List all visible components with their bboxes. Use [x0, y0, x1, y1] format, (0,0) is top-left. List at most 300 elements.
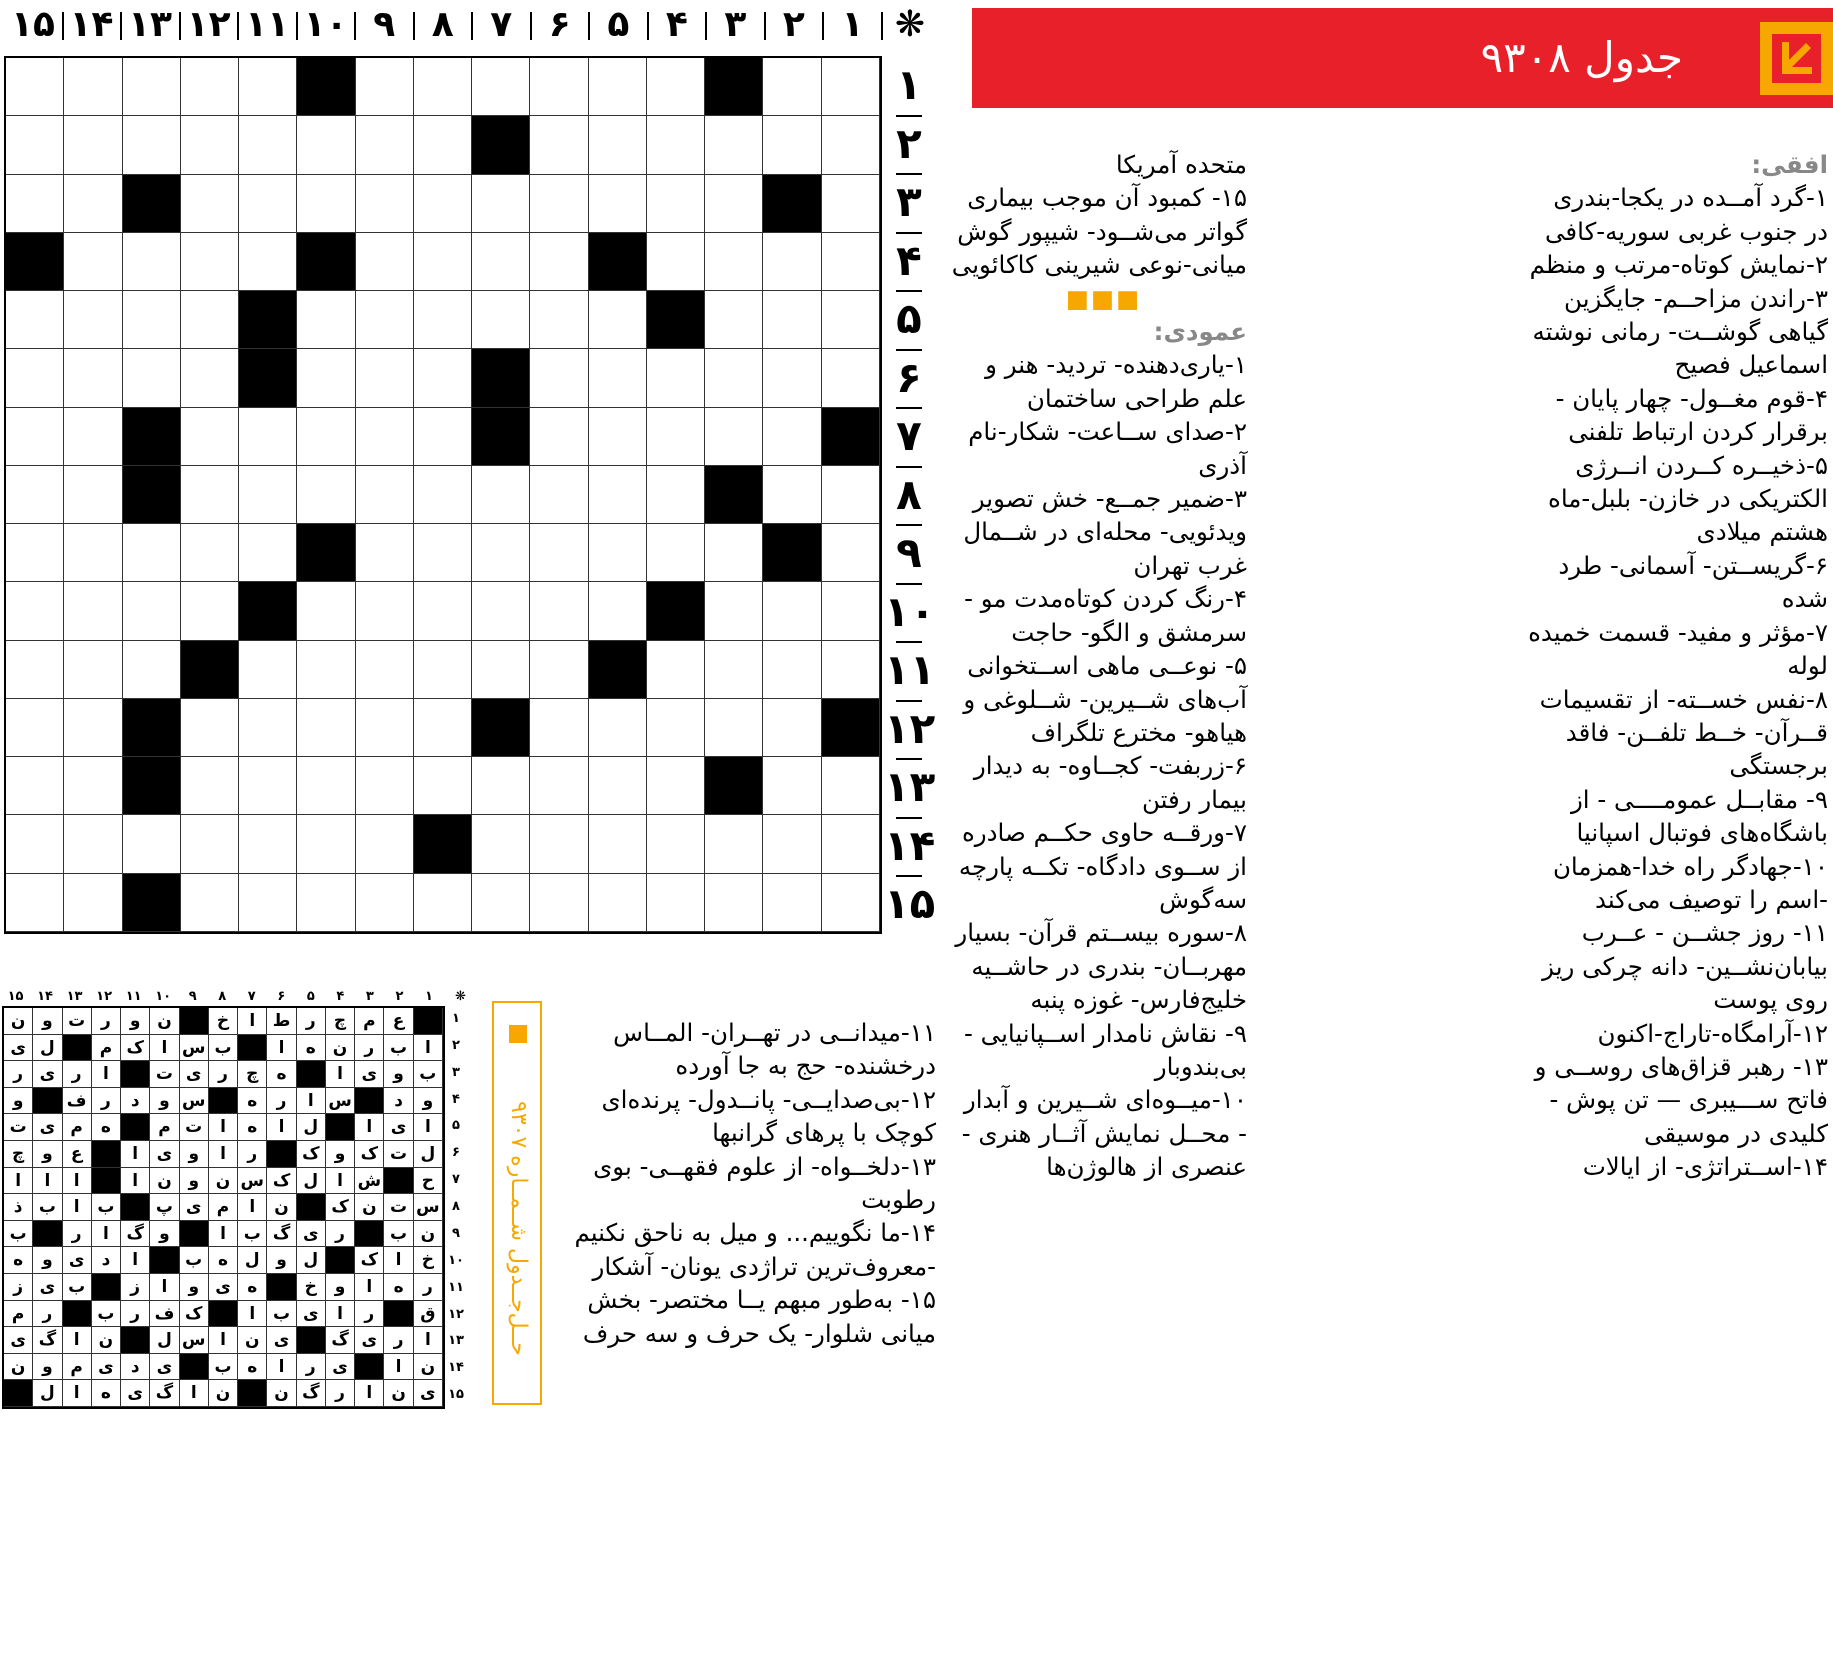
grid-cell[interactable]	[472, 815, 530, 873]
solution-letter-cell: ب	[33, 1194, 62, 1221]
grid-cell[interactable]	[705, 349, 763, 407]
grid-cell[interactable]	[123, 815, 181, 873]
clues-middle-column	[951, 148, 1247, 1184]
grid-cell[interactable]	[589, 757, 647, 815]
clue-line: ۸-سوره بیســتم قرآن- بسیار	[955, 918, 1247, 948]
grid-cell[interactable]	[763, 815, 821, 873]
column-number: ۷	[490, 4, 513, 45]
grid-cell[interactable]	[414, 233, 472, 291]
grid-cell[interactable]	[239, 58, 297, 116]
grid-cell[interactable]	[239, 699, 297, 757]
clue-line: ۸-نفس خســته- از تقسیمات	[1539, 684, 1828, 714]
row-number: ۱۲	[884, 703, 936, 753]
grid-cell[interactable]	[647, 116, 705, 174]
grid-cell[interactable]	[822, 291, 880, 349]
grid-cell[interactable]	[647, 524, 705, 582]
row-separator	[896, 817, 922, 819]
solution-letter-cell: ی	[267, 1327, 296, 1354]
black-cell	[123, 175, 181, 233]
grid-cell[interactable]	[356, 582, 414, 640]
solution-black-cell	[180, 1221, 209, 1248]
grid-cell[interactable]	[181, 175, 239, 233]
grid-cell[interactable]	[123, 116, 181, 174]
clue-line: سه‌گوش	[1159, 884, 1247, 914]
clue-line: ۱۵- کمبود آن موجب بیماری	[967, 183, 1247, 213]
solution-letter-cell: ه	[238, 1354, 267, 1381]
arrow-icon	[509, 1025, 527, 1043]
clue-line: برجستگی	[1729, 751, 1828, 781]
solution-letter-cell: ت	[150, 1061, 179, 1088]
grid-cell[interactable]	[822, 233, 880, 291]
grid-cell[interactable]	[356, 641, 414, 699]
solution-letter-cell: ز	[121, 1274, 150, 1301]
grid-cell[interactable]	[530, 408, 588, 466]
solution-black-cell	[180, 1008, 209, 1035]
clue-line: ۱۳-دلخــواه- از علوم فقهــی- بوی	[593, 1151, 936, 1181]
grid-cell[interactable]	[530, 291, 588, 349]
grid-cell[interactable]	[239, 524, 297, 582]
clue-line: اسماعیل فصیح	[1674, 350, 1828, 380]
grid-cell[interactable]	[297, 582, 355, 640]
solution-letter-cell: ف	[63, 1088, 92, 1115]
solution-letter-cell: ز	[4, 1274, 33, 1301]
clue-line: ۷-مؤثر و مفید- قسمت خمیده	[1528, 617, 1828, 647]
solution-letter-cell: م	[4, 1301, 33, 1328]
solution-letter-cell: ب	[63, 1274, 92, 1301]
grid-cell[interactable]	[297, 874, 355, 932]
solution-letter-cell: ی	[33, 1274, 62, 1301]
grid-cell[interactable]	[6, 58, 64, 116]
clue-line: برقرار کردن ارتباط تلفنی	[1568, 417, 1828, 447]
grid-cell[interactable]	[705, 408, 763, 466]
grid-cell[interactable]	[822, 757, 880, 815]
grid-cell[interactable]	[589, 582, 647, 640]
solution-black-cell	[414, 1008, 443, 1035]
grid-cell[interactable]	[472, 641, 530, 699]
grid-cell[interactable]	[356, 349, 414, 407]
solution-letter-cell: ا	[63, 1380, 92, 1407]
grid-cell[interactable]	[64, 874, 122, 932]
grid-cell[interactable]	[414, 582, 472, 640]
solution-letter-cell: ت	[4, 1114, 33, 1141]
grid-cell[interactable]	[123, 641, 181, 699]
grid-cell[interactable]	[64, 466, 122, 524]
solution-letter-cell: ن	[238, 1327, 267, 1354]
solution-column-number: ۹	[188, 989, 197, 1004]
grid-cell[interactable]	[123, 291, 181, 349]
grid-cell[interactable]	[6, 641, 64, 699]
grid-cell[interactable]	[181, 58, 239, 116]
grid-cell[interactable]	[530, 699, 588, 757]
solution-letter-cell: و	[33, 1354, 62, 1381]
grid-cell[interactable]	[822, 466, 880, 524]
grid-cell[interactable]	[356, 699, 414, 757]
solution-letter-cell: ا	[150, 1035, 179, 1062]
grid-cell[interactable]	[6, 116, 64, 174]
grid-cell[interactable]	[589, 466, 647, 524]
grid-cell[interactable]	[414, 466, 472, 524]
grid-cell[interactable]	[297, 408, 355, 466]
solution-letter-cell: ا	[180, 1380, 209, 1407]
grid-cell[interactable]	[647, 58, 705, 116]
grid-cell[interactable]	[414, 58, 472, 116]
clue-section-heading: افقی:	[1751, 150, 1828, 179]
grid-cell[interactable]	[356, 466, 414, 524]
grid-cell[interactable]	[705, 175, 763, 233]
grid-cell[interactable]	[181, 291, 239, 349]
grid-cell[interactable]	[589, 408, 647, 466]
grid-cell[interactable]	[589, 58, 647, 116]
grid-cell[interactable]	[705, 699, 763, 757]
grid-cell[interactable]	[472, 58, 530, 116]
solution-row-number: ۱	[452, 1011, 460, 1026]
clue-line: ۱۴-ما نگوییم... و میل به ناحق نکنیم	[574, 1218, 936, 1248]
grid-cell[interactable]	[647, 874, 705, 932]
grid-cell[interactable]	[297, 641, 355, 699]
grid-cell[interactable]	[705, 233, 763, 291]
grid-cell[interactable]	[822, 815, 880, 873]
solution-letter-cell: و	[267, 1247, 296, 1274]
grid-cell[interactable]	[64, 233, 122, 291]
solution-letter-cell: ه	[238, 1114, 267, 1141]
grid-cell[interactable]	[181, 466, 239, 524]
grid-cell[interactable]	[530, 641, 588, 699]
grid-cell[interactable]	[763, 233, 821, 291]
grid-cell[interactable]	[472, 291, 530, 349]
grid-cell[interactable]	[297, 815, 355, 873]
grid-cell[interactable]	[472, 757, 530, 815]
grid-cell[interactable]	[763, 699, 821, 757]
solution-letter-cell: ر	[326, 1380, 355, 1407]
grid-cell[interactable]	[181, 116, 239, 174]
grid-cell[interactable]	[414, 524, 472, 582]
solution-letter-cell: گ	[297, 1380, 326, 1407]
solution-black-cell	[238, 1035, 267, 1062]
grid-cell[interactable]	[6, 349, 64, 407]
grid-cell[interactable]	[647, 757, 705, 815]
grid-cell[interactable]	[414, 116, 472, 174]
grid-cell[interactable]	[763, 641, 821, 699]
solution-letter-cell: ا	[209, 1221, 238, 1248]
grid-cell[interactable]	[705, 874, 763, 932]
grid-cell[interactable]	[6, 524, 64, 582]
grid-cell[interactable]	[763, 757, 821, 815]
grid-cell[interactable]	[123, 582, 181, 640]
solution-letter-cell: ا	[209, 1141, 238, 1168]
grid-cell[interactable]	[822, 874, 880, 932]
solution-letter-cell: ل	[297, 1247, 326, 1274]
grid-cell[interactable]	[589, 874, 647, 932]
grid-cell[interactable]	[6, 582, 64, 640]
grid-cell[interactable]	[297, 116, 355, 174]
grid-cell[interactable]	[64, 58, 122, 116]
grid-cell[interactable]	[356, 524, 414, 582]
grid-cell[interactable]	[530, 815, 588, 873]
grid-cell[interactable]	[356, 58, 414, 116]
solution-letter-cell: و	[4, 1088, 33, 1115]
grid-cell[interactable]	[822, 116, 880, 174]
column-number: ۱۴	[69, 4, 114, 45]
grid-cell[interactable]	[705, 815, 763, 873]
grid-cell[interactable]	[64, 757, 122, 815]
grid-cell[interactable]	[297, 466, 355, 524]
grid-cell[interactable]	[64, 815, 122, 873]
grid-cell[interactable]	[414, 349, 472, 407]
grid-cell[interactable]	[705, 116, 763, 174]
grid-cell[interactable]	[181, 582, 239, 640]
clue-section-heading: عمودی:	[1153, 317, 1247, 347]
solution-black-cell	[297, 1194, 326, 1221]
grid-cell[interactable]	[414, 874, 472, 932]
grid-cell[interactable]	[64, 641, 122, 699]
clue-line: از ســوی دادگاه- تکــه پارچه	[958, 851, 1247, 881]
column-number: ❋	[894, 4, 926, 45]
grid-cell[interactable]	[239, 757, 297, 815]
solution-letter-cell: ن	[4, 1354, 33, 1381]
grid-cell[interactable]	[763, 874, 821, 932]
grid-cell[interactable]	[123, 58, 181, 116]
grid-cell[interactable]	[123, 233, 181, 291]
grid-cell[interactable]	[763, 466, 821, 524]
grid-cell[interactable]	[64, 175, 122, 233]
solution-letter-cell: ی	[92, 1354, 121, 1381]
grid-cell[interactable]	[822, 349, 880, 407]
grid-cell[interactable]	[822, 641, 880, 699]
clue-line: در جنوب غربی سوریه-کافی	[1544, 216, 1828, 246]
solution-row-number: ۱۳	[448, 1333, 464, 1349]
grid-cell[interactable]	[64, 349, 122, 407]
grid-cell[interactable]	[530, 524, 588, 582]
grid-cell[interactable]	[530, 233, 588, 291]
grid-cell[interactable]	[589, 291, 647, 349]
grid-cell[interactable]	[647, 349, 705, 407]
solution-letter-cell: ا	[326, 1168, 355, 1195]
solution-letter-cell: ن	[384, 1380, 413, 1407]
grid-cell[interactable]	[6, 757, 64, 815]
solution-column-number: ۷	[247, 989, 256, 1004]
solution-black-cell	[267, 1274, 296, 1301]
grid-cell[interactable]	[530, 175, 588, 233]
solution-column-number: ۱۲	[96, 989, 113, 1004]
grid-cell[interactable]	[530, 349, 588, 407]
grid-cell[interactable]	[822, 175, 880, 233]
grid-cell[interactable]	[6, 815, 64, 873]
grid-cell[interactable]	[356, 408, 414, 466]
grid-cell[interactable]	[297, 757, 355, 815]
solution-letter-cell: ب	[267, 1301, 296, 1328]
row-number: ۱۰	[884, 586, 936, 636]
solution-letter-cell: س	[180, 1035, 209, 1062]
grid-cell[interactable]	[356, 874, 414, 932]
grid-cell[interactable]	[647, 815, 705, 873]
clue-line: -معروف‌ترین تراژدی یونان- آشکار	[592, 1251, 936, 1281]
black-cell	[239, 582, 297, 640]
grid-cell[interactable]	[647, 466, 705, 524]
grid-cell[interactable]	[705, 582, 763, 640]
grid-cell[interactable]	[763, 58, 821, 116]
grid-cell[interactable]	[6, 699, 64, 757]
grid-cell[interactable]	[123, 524, 181, 582]
row-number: ۱	[896, 60, 922, 109]
grid-cell[interactable]	[239, 874, 297, 932]
grid-cell[interactable]	[822, 582, 880, 640]
solution-letter-cell: ل	[33, 1035, 62, 1062]
grid-cell[interactable]	[530, 466, 588, 524]
grid-cell[interactable]	[414, 408, 472, 466]
grid-cell[interactable]	[589, 699, 647, 757]
grid-cell[interactable]	[181, 349, 239, 407]
solution-letter-cell: ا	[355, 1274, 384, 1301]
grid-cell[interactable]	[472, 874, 530, 932]
solution-letter-cell: ر	[297, 1354, 326, 1381]
grid-cell[interactable]	[822, 524, 880, 582]
black-cell	[822, 699, 880, 757]
solution-letter-cell: ا	[414, 1114, 443, 1141]
grid-cell[interactable]	[589, 815, 647, 873]
grid-cell[interactable]	[763, 291, 821, 349]
solution-black-cell	[238, 1380, 267, 1407]
solution-black-cell	[297, 1061, 326, 1088]
grid-cell[interactable]	[530, 874, 588, 932]
grid-cell[interactable]	[589, 175, 647, 233]
grid-cell[interactable]	[356, 175, 414, 233]
solution-black-cell	[33, 1088, 62, 1115]
solution-letter-cell: ن	[150, 1008, 179, 1035]
grid-cell[interactable]	[647, 175, 705, 233]
row-number: ۱۵	[884, 879, 936, 929]
grid-cell[interactable]	[763, 349, 821, 407]
grid-cell[interactable]	[763, 116, 821, 174]
solution-letter-cell: ی	[4, 1327, 33, 1354]
grid-cell[interactable]	[6, 466, 64, 524]
grid-cell[interactable]	[414, 699, 472, 757]
solution-letter-cell: ه	[384, 1274, 413, 1301]
solution-letter-cell: م	[63, 1354, 92, 1381]
grid-cell[interactable]	[64, 408, 122, 466]
grid-cell[interactable]	[647, 408, 705, 466]
grid-cell[interactable]	[239, 641, 297, 699]
grid-cell[interactable]	[181, 524, 239, 582]
grid-cell[interactable]	[705, 524, 763, 582]
grid-cell[interactable]	[589, 116, 647, 174]
grid-cell[interactable]	[64, 116, 122, 174]
grid-cell[interactable]	[763, 408, 821, 466]
grid-cell[interactable]	[6, 291, 64, 349]
solution-letter-cell: و	[33, 1247, 62, 1274]
grid-cell[interactable]	[472, 233, 530, 291]
grid-cell[interactable]	[647, 641, 705, 699]
solution-black-cell	[209, 1088, 238, 1115]
crossword-grid[interactable]	[4, 56, 882, 934]
clue-line: ۱۱- روز جشــن - عــرب	[1581, 918, 1828, 948]
solution-black-cell	[267, 1141, 296, 1168]
grid-cell[interactable]	[647, 233, 705, 291]
grid-cell[interactable]	[589, 349, 647, 407]
solution-letter-cell: ن	[414, 1354, 443, 1381]
grid-cell[interactable]	[763, 582, 821, 640]
grid-cell[interactable]	[297, 175, 355, 233]
grid-cell[interactable]	[414, 291, 472, 349]
grid-cell[interactable]	[64, 699, 122, 757]
solution-letter-cell: خ	[209, 1008, 238, 1035]
grid-cell[interactable]	[414, 175, 472, 233]
grid-cell[interactable]	[414, 757, 472, 815]
grid-cell[interactable]	[64, 582, 122, 640]
grid-cell[interactable]	[530, 757, 588, 815]
black-cell	[6, 233, 64, 291]
grid-cell[interactable]	[356, 291, 414, 349]
solution-letter-cell: م	[209, 1194, 238, 1221]
grid-cell[interactable]	[239, 466, 297, 524]
row-separator	[896, 349, 922, 351]
grid-cell[interactable]	[822, 58, 880, 116]
solution-black-cell	[92, 1168, 121, 1195]
row-number: ۸	[896, 469, 922, 519]
grid-cell[interactable]	[356, 757, 414, 815]
grid-cell[interactable]	[472, 524, 530, 582]
solution-letter-cell: ر	[63, 1061, 92, 1088]
grid-cell[interactable]	[589, 524, 647, 582]
grid-cell[interactable]	[6, 408, 64, 466]
black-cell	[472, 408, 530, 466]
grid-cell[interactable]	[6, 175, 64, 233]
grid-cell[interactable]	[705, 291, 763, 349]
grid-cell[interactable]	[472, 466, 530, 524]
grid-cell[interactable]	[239, 815, 297, 873]
grid-cell[interactable]	[181, 233, 239, 291]
grid-cell[interactable]	[472, 582, 530, 640]
grid-cell[interactable]	[705, 641, 763, 699]
clue-line: ۱۰-میــوه‌ای شــیرین و آبدار	[963, 1085, 1247, 1115]
grid-cell[interactable]	[530, 116, 588, 174]
column-number: ۲	[782, 4, 805, 45]
clue-line: - محــل نمایش آثــار هنری -	[961, 1118, 1247, 1148]
grid-cell[interactable]	[181, 874, 239, 932]
grid-cell[interactable]	[239, 233, 297, 291]
grid-cell[interactable]	[472, 175, 530, 233]
grid-cell[interactable]	[239, 175, 297, 233]
clue-line: میانی شلوار- یک حرف و سه حرف	[582, 1318, 936, 1348]
grid-cell[interactable]	[64, 524, 122, 582]
grid-cell[interactable]	[356, 815, 414, 873]
solution-letter-cell: ب	[92, 1194, 121, 1221]
grid-cell[interactable]	[181, 815, 239, 873]
grid-cell[interactable]	[297, 699, 355, 757]
solution-letter-cell: ت	[384, 1141, 413, 1168]
column-number: ۱	[841, 4, 864, 45]
grid-cell[interactable]	[123, 349, 181, 407]
grid-cell[interactable]	[6, 874, 64, 932]
grid-cell[interactable]	[530, 582, 588, 640]
grid-cell[interactable]	[181, 408, 239, 466]
clue-line: درخشنده- حج به جا آورده	[675, 1051, 936, 1081]
grid-cell[interactable]	[530, 58, 588, 116]
grid-cell[interactable]	[297, 349, 355, 407]
grid-cell[interactable]	[239, 408, 297, 466]
grid-cell[interactable]	[181, 757, 239, 815]
grid-cell[interactable]	[181, 699, 239, 757]
grid-cell[interactable]	[297, 291, 355, 349]
grid-cell[interactable]	[647, 699, 705, 757]
grid-cell[interactable]	[356, 116, 414, 174]
grid-cell[interactable]	[356, 233, 414, 291]
solution-column-number: ۴	[336, 989, 345, 1004]
grid-cell[interactable]	[239, 116, 297, 174]
grid-cell[interactable]	[64, 291, 122, 349]
grid-cell[interactable]	[414, 641, 472, 699]
arrow-icon	[1772, 34, 1821, 83]
solution-letter-cell: ن	[92, 1327, 121, 1354]
